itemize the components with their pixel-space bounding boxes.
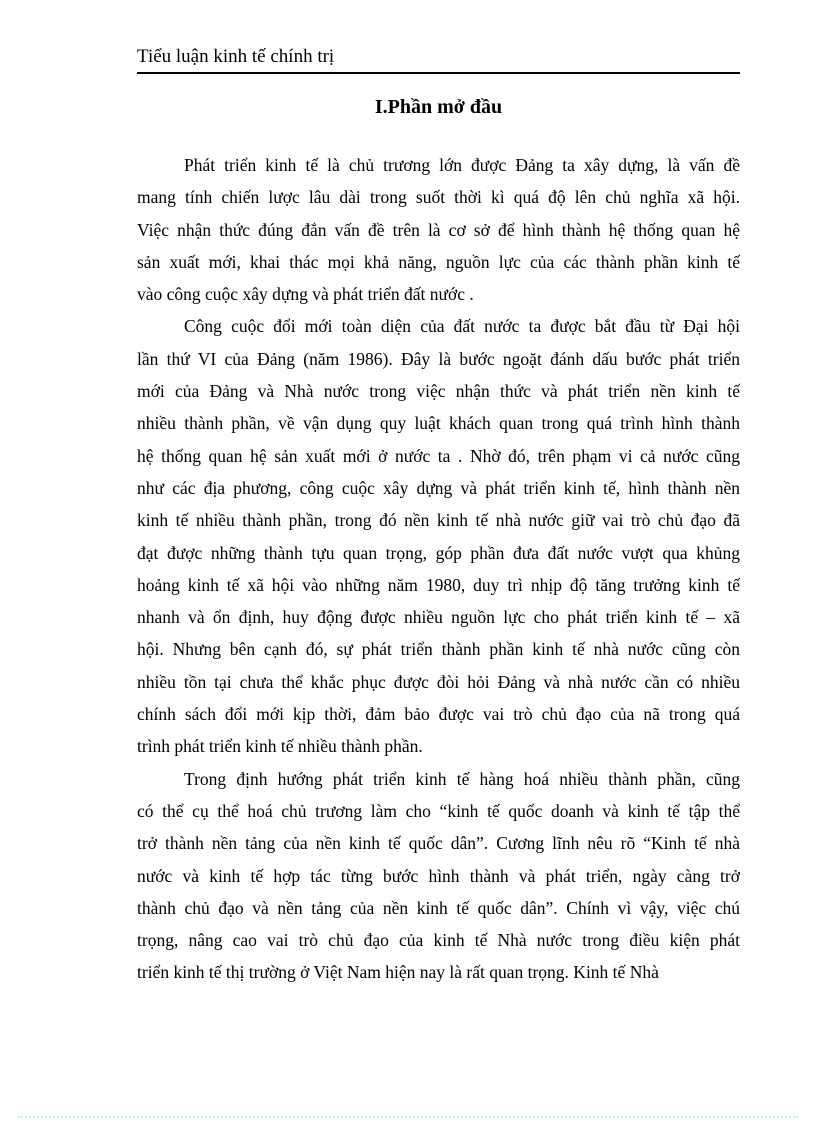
- text-line: thành chủ đạo và nền tảng của nền kinh tế quốc dân”. Chính vì vậy, việc chú: [137, 897, 740, 918]
- text-line: mới của Đảng và Nhà nước trong việc nhận thức và phát triển nền kinh tế: [137, 381, 740, 402]
- text-line: kinh tế nhiều thành phần, trong đó nền kinh tế nhà nước giữ vai trò chủ đạo đã: [137, 510, 740, 531]
- section-title: I.Phần mở đầu: [374, 96, 503, 118]
- text-line: nhanh và ổn định, huy động được nhiều nguồn lực cho phát triển kinh tế – xã: [137, 607, 740, 628]
- paragraph: [137, 310, 740, 762]
- paragraph: [137, 149, 740, 310]
- content-column: [137, 44, 740, 989]
- text-line: sản xuất mới, khai thác mọi khả năng, nguồn lực của các thành phần kinh tế: [137, 251, 740, 272]
- text-line: nhiều tồn tại chưa thể khắc phục được đòi hỏi Đảng và nhà nước cần có nhiều: [137, 671, 740, 692]
- text-line: nhiều thành phần, về vận dụng quy luật khách quan trong quá trình hình thành: [137, 413, 740, 434]
- text-line: Công cuộc đổi mới toàn diện của đất nước ta được bắt đầu từ Đại hội: [184, 316, 740, 337]
- page-break-marker: [18, 1116, 798, 1118]
- text-line: đạt được những thành tựu quan trọng, góp phần đưa đất nước vượt qua khủng: [137, 542, 740, 563]
- text-line: hội. Nhưng bên cạnh đó, sự phát triển thành phần kinh tế nhà nước cũng còn: [137, 639, 740, 660]
- paragraph: [137, 763, 740, 989]
- text-line: hoảng kinh tế xã hội vào những năm 1980, duy trì nhịp độ tăng trưởng kinh tế: [137, 574, 740, 595]
- text-line: triển kinh tế thị trường ở Việt Nam hiện nay là rất quan trọng. Kinh tế Nhà: [137, 962, 659, 983]
- text-line: Trong định hướng phát triển kinh tế hàng hoá nhiều thành phần, cũng: [184, 768, 740, 789]
- text-line: mang tính chiến lược lâu dài trong suốt thời kì quá độ lên chủ nghĩa xã hội.: [137, 187, 740, 208]
- text-line: có thể cụ thể hoá chủ trương làm cho “kinh tế quốc doanh và kinh tế tập thể: [137, 800, 740, 821]
- document-body: [137, 149, 740, 989]
- text-line: trọng, nâng cao vai trò chủ đạo của kinh tế Nhà nước trong điều kiện phát: [137, 930, 740, 951]
- text-line: hệ thống quan hệ sản xuất mới ở nước ta . Nhờ đó, trên phạm vi cả nước cũng: [137, 445, 740, 466]
- text-line: Việc nhận thức đúng đắn vấn đề trên là cơ sở để hình thành hệ thống quan hệ: [137, 219, 740, 240]
- text-line: trình phát triển kinh tế nhiều thành phần.: [137, 736, 423, 757]
- header-rule: [137, 72, 740, 74]
- text-line: như các địa phương, công cuộc xây dựng và phát triển kinh tế, hình thành nền: [137, 477, 740, 498]
- text-line: lần thứ VI của Đảng (năm 1986). Đây là bước ngoặt đánh dấu bước phát triển: [137, 348, 740, 369]
- running-header: Tiểu luận kinh tế chính trị: [137, 46, 335, 67]
- text-line: chính sách đổi mới kịp thời, đảm bảo được vai trò chủ đạo của nã trong quá: [137, 704, 740, 725]
- text-line: trở thành nền tảng của nền kinh tế quốc dân”. Cương lĩnh nêu rõ “Kinh tế nhà: [137, 833, 740, 854]
- text-line: Phát triển kinh tế là chủ trương lớn được Đảng ta xây dựng, là vấn đề: [184, 155, 740, 175]
- text-line: vào công cuộc xây dựng và phát triển đất nước .: [137, 284, 474, 305]
- text-line: nước và kinh tế hợp tác từng bước hình thành và phát triển, ngày càng trở: [137, 865, 740, 886]
